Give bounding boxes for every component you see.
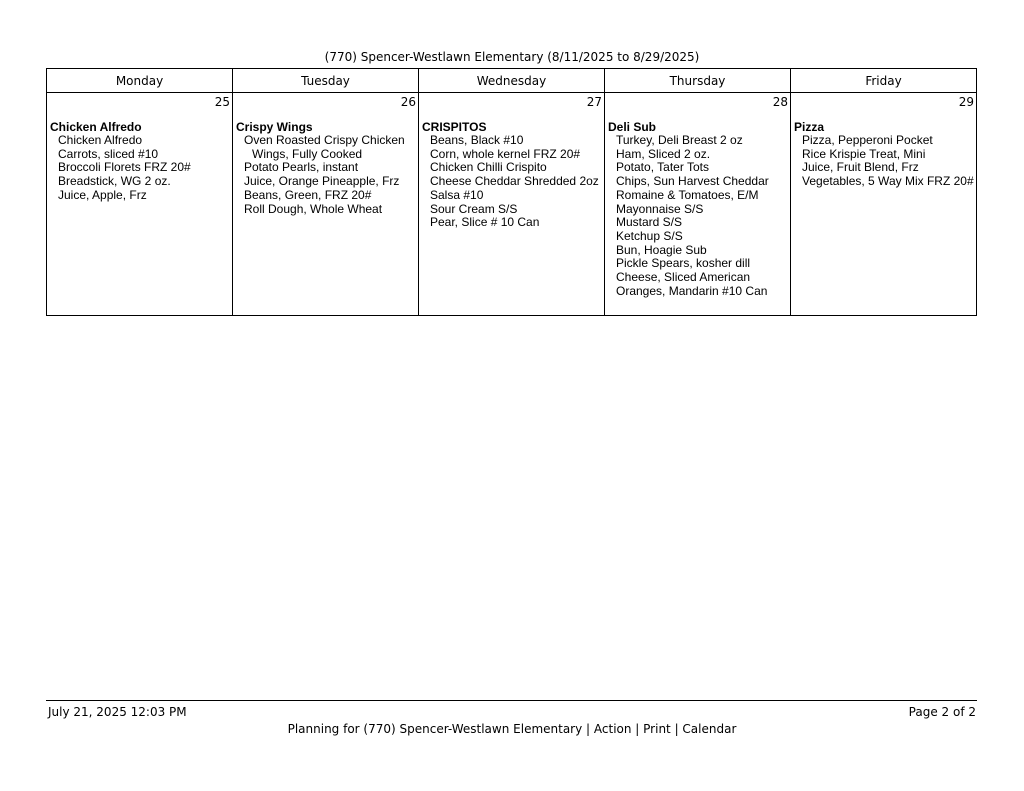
footer-timestamp: July 21, 2025 12:03 PM: [48, 705, 187, 719]
menu-item: Beans, Black #10: [430, 133, 524, 147]
calendar-title: (770) Spencer-Westlawn Elementary (8/11/2025 to 8/29/2025): [324, 50, 700, 64]
week-row: [47, 93, 977, 316]
menu-item-list: [50, 134, 230, 203]
menu-item: Beans, Green, FRZ 20#: [244, 187, 372, 202]
day-number: 25: [214, 95, 230, 109]
menu-item: Chips, Sun Harvest Cheddar: [616, 174, 769, 189]
menu-item-list: [608, 134, 788, 298]
menu-item-list: [794, 134, 974, 189]
menu-item: Cheese, Sliced American: [616, 270, 751, 285]
menu-item: Oven Roasted Crispy Chicken Wings, Fully Cooked: [244, 133, 405, 161]
entree-title: Pizza: [794, 120, 825, 134]
menu-item: Pear, Slice # 10 Can: [430, 215, 540, 230]
entree-title: CRISPITOS: [422, 120, 487, 134]
weekday-header: Monday: [47, 69, 233, 93]
menu-item: Juice, Orange Pineapple, Frz: [244, 174, 400, 189]
entree-title: Crispy Wings: [236, 120, 313, 134]
footer-page-number: Page 2 of 2: [908, 705, 976, 719]
menu-item: Mayonnaise S/S: [616, 201, 704, 216]
weekday-header: Friday: [791, 69, 977, 93]
day-cell: [791, 93, 977, 316]
menu-item: Juice, Fruit Blend, Frz: [802, 160, 919, 175]
menu-item-list: [422, 134, 602, 230]
menu-item: Chicken Chilli Crispito: [430, 160, 547, 175]
menu-item: Rice Krispie Treat, Mini: [802, 146, 926, 161]
weekday-header: Wednesday: [419, 69, 605, 93]
menu-item: Carrots, sliced #10: [58, 146, 159, 161]
menu-item: Broccoli Florets FRZ 20#: [58, 160, 191, 175]
weekday-header-row: [47, 69, 977, 93]
menu-item: Pizza, Pepperoni Pocket: [802, 133, 933, 147]
menu-item: Breadstick, WG 2 oz.: [58, 174, 171, 189]
day-cell: [233, 93, 419, 316]
menu-item: Chicken Alfredo: [58, 133, 143, 147]
menu-item: Turkey, Deli Breast 2 oz: [616, 133, 743, 147]
menu-item: Corn, whole kernel FRZ 20#: [430, 146, 581, 161]
menu-item: Ham, Sliced 2 oz.: [616, 146, 711, 161]
menu-item: Pickle Spears, kosher dill: [616, 256, 751, 271]
weekday-header: Thursday: [605, 69, 791, 93]
entree-title: Chicken Alfredo: [50, 120, 142, 134]
footer-divider: [46, 700, 977, 701]
menu-item: Potato, Tater Tots: [616, 160, 709, 175]
menu-item: Ketchup S/S: [616, 228, 683, 243]
menu-calendar: [46, 68, 977, 316]
menu-item: Mustard S/S: [616, 215, 683, 230]
menu-item: Salsa #10: [430, 187, 484, 202]
menu-item: Juice, Apple, Frz: [58, 187, 147, 202]
menu-item: Oranges, Mandarin #10 Can: [616, 283, 768, 298]
footer-planning-links: Planning for (770) Spencer-Westlawn Elementary | Action | Print | Calendar: [287, 722, 737, 736]
menu-item: Potato Pearls, instant: [244, 160, 359, 175]
day-number: 27: [586, 95, 602, 109]
day-cell: [605, 93, 791, 316]
menu-item: Bun, Hoagie Sub: [616, 242, 707, 257]
menu-item: Romaine & Tomatoes, E/M: [616, 187, 759, 202]
weekday-header: Tuesday: [233, 69, 419, 93]
day-cell: [419, 93, 605, 316]
menu-item: Cheese Cheddar Shredded 2oz: [430, 174, 599, 189]
menu-item: Sour Cream S/S: [430, 201, 518, 216]
entree-title: Deli Sub: [608, 120, 657, 134]
day-cell: [47, 93, 233, 316]
day-number: 29: [958, 95, 974, 109]
menu-item-list: [236, 134, 416, 216]
day-number: 28: [772, 95, 788, 109]
menu-item: Vegetables, 5 Way Mix FRZ 20#: [802, 174, 974, 189]
menu-item: Roll Dough, Whole Wheat: [244, 201, 383, 216]
day-number: 26: [400, 95, 416, 109]
